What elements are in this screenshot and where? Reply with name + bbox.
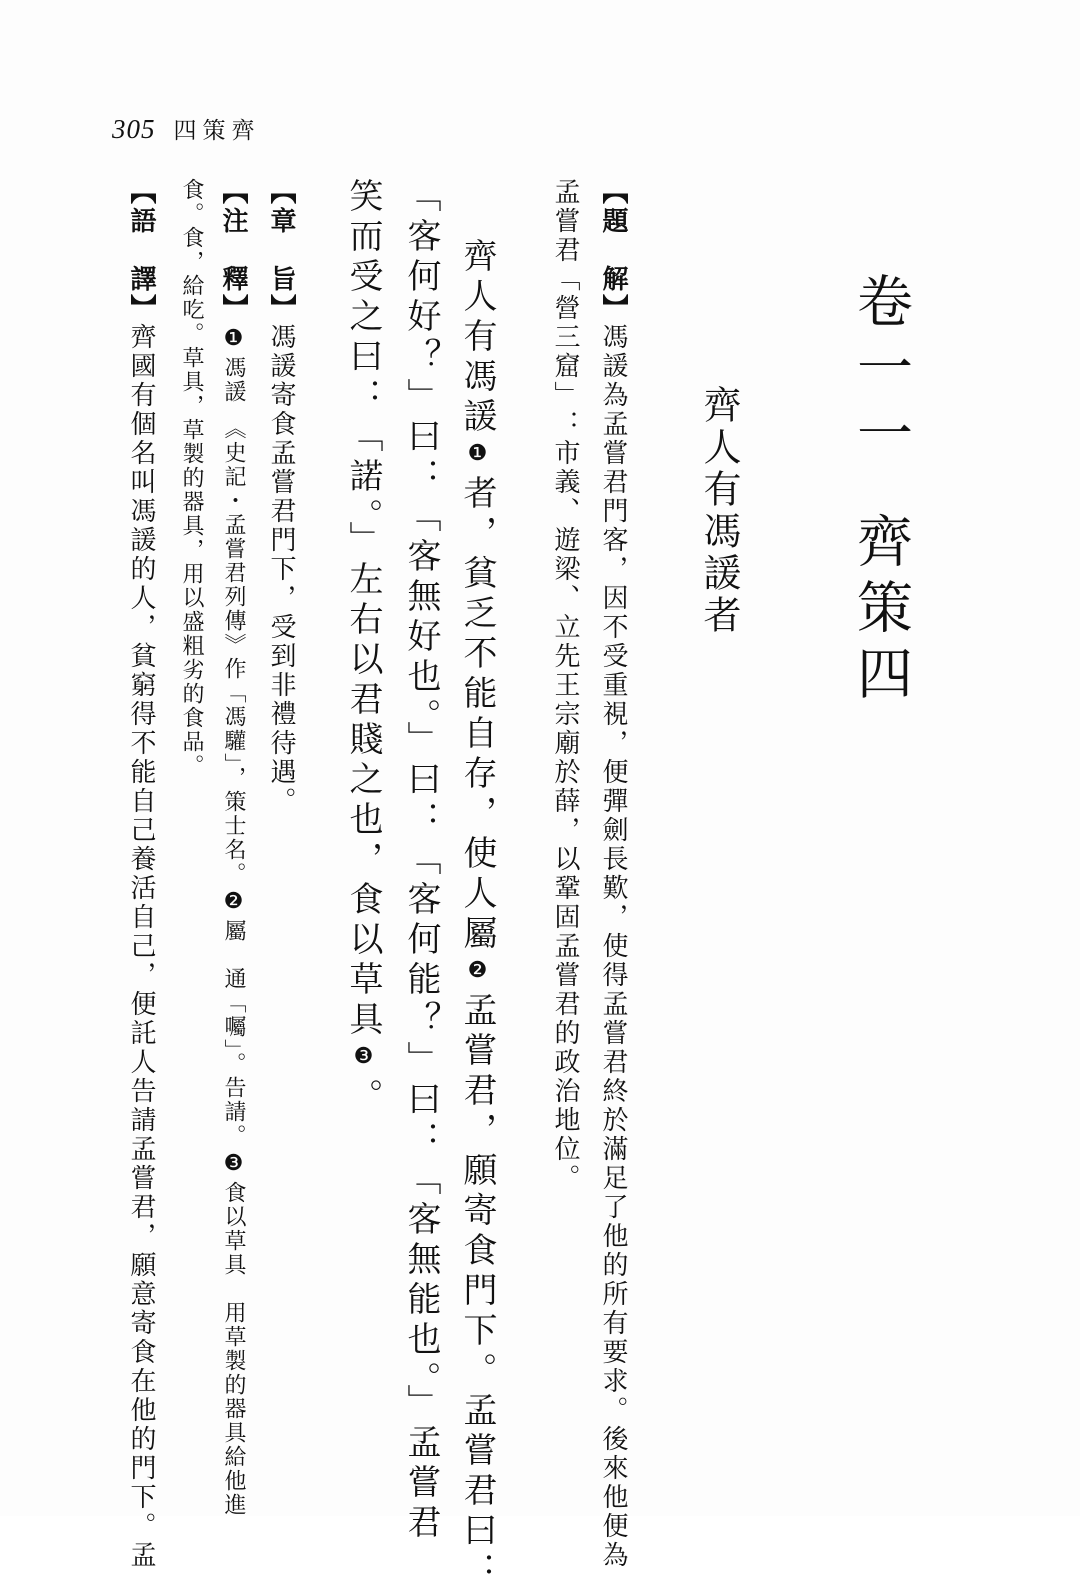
note-ref-1: ❶ [221, 326, 246, 353]
tijie-line-1 [600, 178, 626, 1570]
yuyi-line [128, 178, 154, 1570]
tijie-text-2: 孟嘗君「營三窟」：市義、遊梁、立先王宗廟於薛，以鞏固孟嘗君的政治地位。 [550, 178, 580, 1193]
main-text-line-3 [343, 178, 383, 1118]
chapter-title: 齊人有馮諼者 [697, 385, 741, 637]
main-text-part: 齊人有馮諼 [457, 238, 497, 438]
note-mark-2: ❷ [465, 958, 490, 989]
zhushi-line-2 [180, 178, 202, 778]
volume-number: 卷一一 [848, 272, 913, 470]
zhangzhi-line [268, 178, 294, 816]
main-text-part: 。 [343, 1078, 383, 1118]
main-text-line-1 [457, 238, 497, 1592]
running-title: 四策齊 [173, 118, 261, 144]
zhushi-line-1 [220, 178, 246, 1517]
zhushi-label: 【注 釋】 [218, 178, 248, 323]
yuyi-text: 齊國有個名叫馮諼的人，貧窮得不能自己養活自己，便託人告請孟嘗君，願意寄食在他的門下。孟 [126, 323, 156, 1570]
zhangzhi-label: 【章 旨】 [266, 178, 296, 323]
note-3: 食以草具 用草製的器具給他進 [221, 1181, 246, 1517]
note-2: 屬 通「囑」。告請。 [221, 919, 246, 1148]
main-text-line-2 [401, 178, 441, 1544]
page-number: 305 [112, 114, 156, 144]
note-1: 馮諼 《史記・孟嘗君列傳》作「馮驩」，策士名。 [221, 356, 246, 886]
volume-section: 齊策四 [848, 512, 913, 710]
note-mark-3: ❸ [351, 1044, 376, 1075]
zhangzhi-text: 馮諼寄食孟嘗君門下，受到非禮待遇。 [266, 323, 296, 816]
tijie-label: 【題 解】 [598, 178, 628, 323]
yuyi-label: 【語 譯】 [126, 178, 156, 323]
main-text-part: 者，貧乏不能自存，使人屬 [457, 475, 497, 955]
note-ref-2: ❷ [221, 889, 246, 916]
page-header [112, 112, 261, 145]
note-ref-3: ❸ [221, 1151, 246, 1178]
note-mark-1: ❶ [465, 441, 490, 472]
tijie-line-2 [552, 178, 578, 1193]
volume-heading [848, 272, 913, 710]
main-text-part: 孟嘗君，願寄食門下。孟嘗君曰： [457, 992, 497, 1592]
tijie-text-1: 馮諼為孟嘗君門客，因不受重視，便彈劍長歎，使得孟嘗君終於滿足了他的所有要求。後來他便為 [598, 323, 628, 1570]
main-text-part: 笑而受之曰：「諾。」左右以君賤之也，食以草具 [343, 178, 383, 1041]
note-continuation: 食。食，給吃。草具，草製的器具，用以盛粗劣的食品。 [179, 178, 204, 778]
main-text-part: 「客何好？」曰：「客無好也。」曰：「客何能？」曰：「客無能也。」孟嘗君 [401, 178, 441, 1544]
